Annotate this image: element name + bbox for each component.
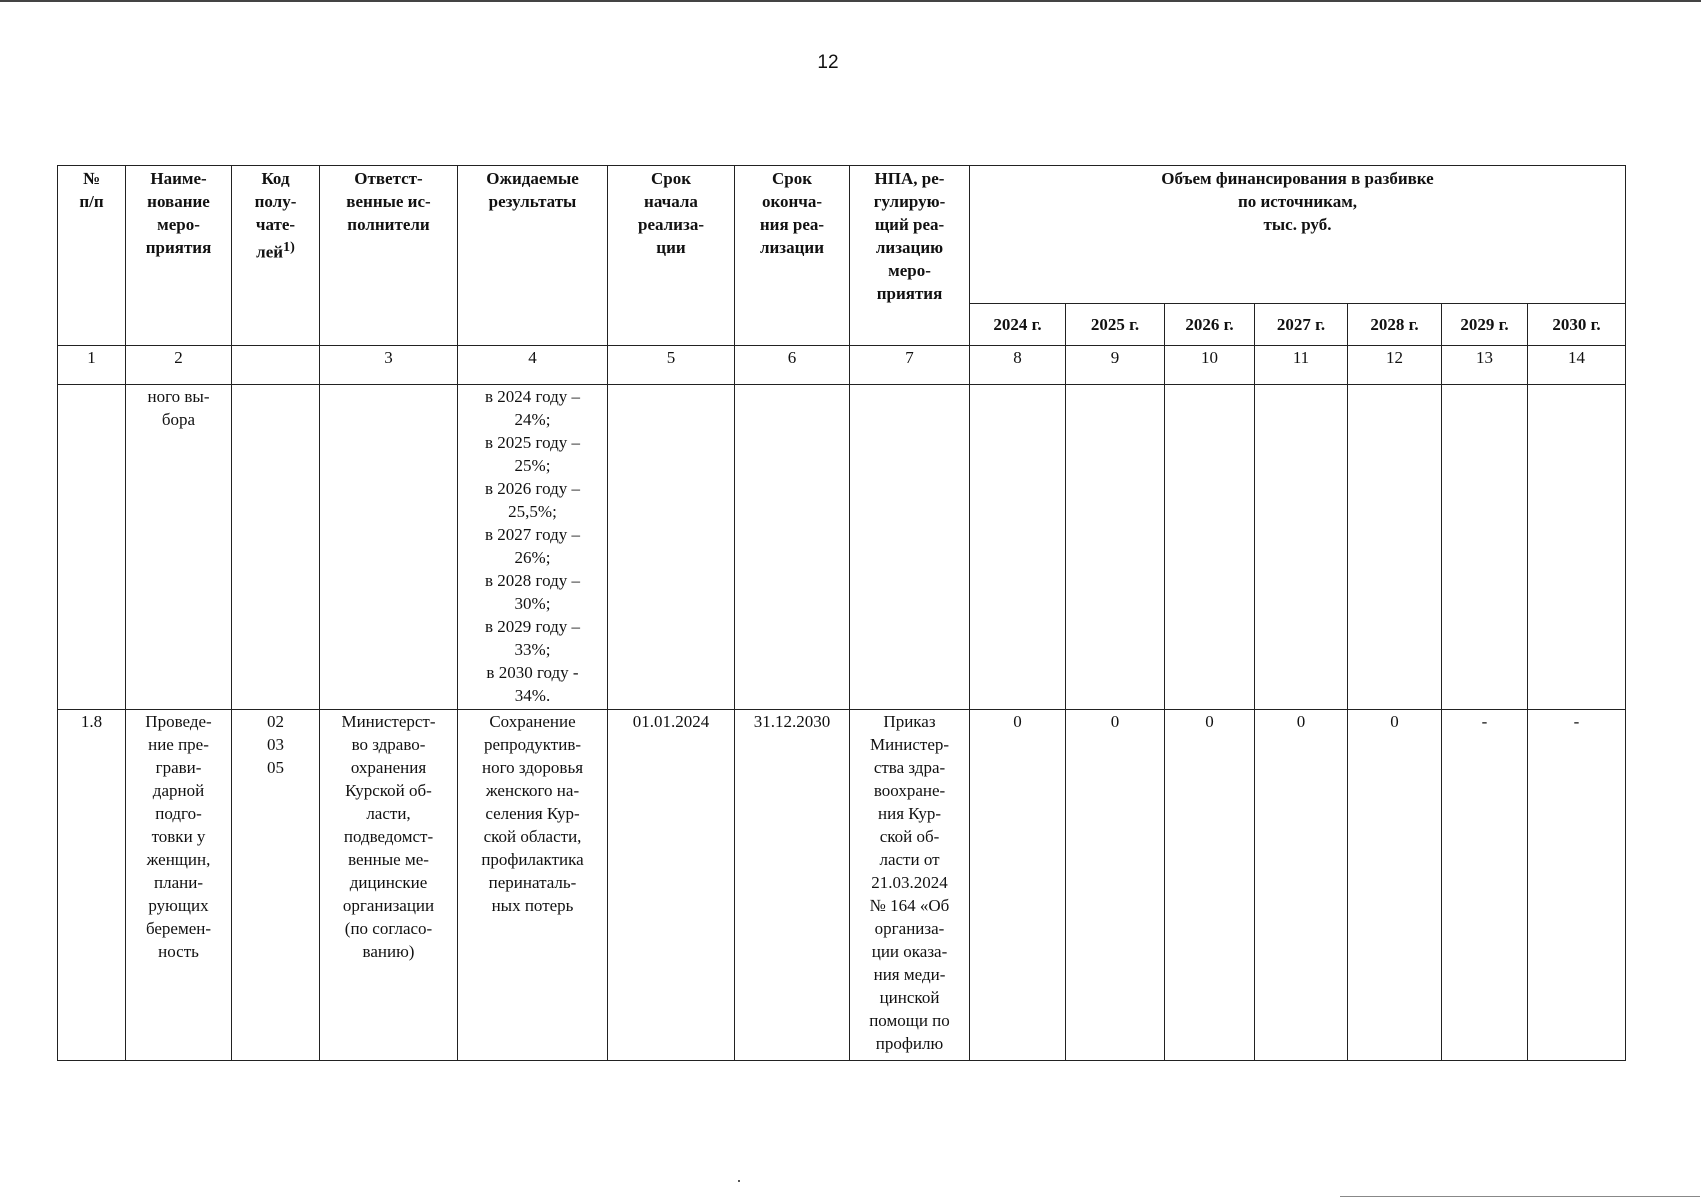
column-number: 6 xyxy=(735,346,850,385)
expected-results: Сохранение репродуктив- ного здоровья женского на- селения Кур- ской области, профилактика перинаталь- ных потерь xyxy=(458,710,608,1061)
end-date: 31.12.2030 xyxy=(735,710,850,1061)
header-executors: Ответст- венные ис- полнители xyxy=(320,166,458,346)
cell-empty xyxy=(1165,385,1255,710)
cell-empty xyxy=(1528,385,1626,710)
header-recipient-code-text: Код полу- чате- лей xyxy=(254,169,297,262)
column-number: 5 xyxy=(608,346,735,385)
year-2030: 2030 г. xyxy=(1528,304,1626,346)
cell-empty xyxy=(970,385,1066,710)
header-expected-results: Ожидаемые результаты xyxy=(458,166,608,346)
funding-2026: 0 xyxy=(1165,710,1255,1061)
header-end-date: Срок оконча- ния реа- лизации xyxy=(735,166,850,346)
column-number: 2 xyxy=(126,346,232,385)
column-number: 9 xyxy=(1066,346,1165,385)
funding-2029: - xyxy=(1442,710,1528,1061)
page-number: 12 xyxy=(817,52,839,73)
year-2024: 2024 г. xyxy=(970,304,1066,346)
continuation-activity-name: ного вы- бора xyxy=(126,385,232,710)
column-number: 8 xyxy=(970,346,1066,385)
top-edge-line xyxy=(0,0,1701,2)
continuation-expected-results: в 2024 году – 24%; в 2025 году – 25%; в 2026 году – 25,5%; в 2027 году – 26%; в 2028 году – 30%; в 2029 году – 33%; в 2030 году - 34%. xyxy=(458,385,608,710)
regulation: Приказ Министер- ства здра- воохране- ния Кур- ской об- ласти от 21.03.2024 № 164 «Об организа- ции оказа- ния меди- цинской помощи по профилю xyxy=(850,710,970,1061)
header-financing-title: Объем финансирования в разбивке по источникам, тыс. руб. xyxy=(1161,169,1434,234)
header-row xyxy=(58,166,1626,304)
funding-2027: 0 xyxy=(1255,710,1348,1061)
column-number: 4 xyxy=(458,346,608,385)
activities-table xyxy=(57,165,1626,1061)
column-number: 10 xyxy=(1165,346,1255,385)
cell-empty xyxy=(232,385,320,710)
cell-empty xyxy=(850,385,970,710)
recipient-codes: 02 03 05 xyxy=(232,710,320,1061)
table-row xyxy=(58,710,1626,1061)
cell-empty xyxy=(320,385,458,710)
footnote-marker: 1) xyxy=(283,239,295,255)
cell-empty xyxy=(1348,385,1442,710)
column-number: 7 xyxy=(850,346,970,385)
header-start-date: Срок начала реализа- ции xyxy=(608,166,735,346)
header-regulation: НПА, ре- гулирую- щий реа- лизацию меро- приятия xyxy=(850,166,970,346)
header-financing xyxy=(970,166,1626,304)
executors: Министерст- во здраво- охранения Курской об- ласти, подведомст- венные ме- дицинские организации (по согласо- ванию) xyxy=(320,710,458,1061)
year-2027: 2027 г. xyxy=(1255,304,1348,346)
cell-empty xyxy=(608,385,735,710)
bottom-edge-line xyxy=(1340,1196,1700,1197)
cell-empty xyxy=(735,385,850,710)
column-number: 13 xyxy=(1442,346,1528,385)
continuation-row xyxy=(58,385,1626,710)
start-date: 01.01.2024 xyxy=(608,710,735,1061)
column-number: 1 xyxy=(58,346,126,385)
funding-2025: 0 xyxy=(1066,710,1165,1061)
column-number xyxy=(232,346,320,385)
year-2028: 2028 г. xyxy=(1348,304,1442,346)
funding-2030: - xyxy=(1528,710,1626,1061)
header-recipient-code xyxy=(232,166,320,346)
cell-empty xyxy=(58,385,126,710)
cell-empty xyxy=(1442,385,1528,710)
column-number: 12 xyxy=(1348,346,1442,385)
header-number: № п/п xyxy=(58,166,126,346)
year-2026: 2026 г. xyxy=(1165,304,1255,346)
funding-2024: 0 xyxy=(970,710,1066,1061)
column-number: 11 xyxy=(1255,346,1348,385)
cell-empty xyxy=(1066,385,1165,710)
year-2025: 2025 г. xyxy=(1066,304,1165,346)
column-number: 14 xyxy=(1528,346,1626,385)
scan-speck xyxy=(738,1180,740,1182)
row-number: 1.8 xyxy=(58,710,126,1061)
funding-2028: 0 xyxy=(1348,710,1442,1061)
activity-name: Проведе- ние пре- грави- дарной подго- товки у женщин, плани- рующих беремен- ность xyxy=(126,710,232,1061)
header-activity-name: Наиме- нование меро- приятия xyxy=(126,166,232,346)
column-number: 3 xyxy=(320,346,458,385)
cell-empty xyxy=(1255,385,1348,710)
column-numbers-row xyxy=(58,346,1626,385)
year-2029: 2029 г. xyxy=(1442,304,1528,346)
